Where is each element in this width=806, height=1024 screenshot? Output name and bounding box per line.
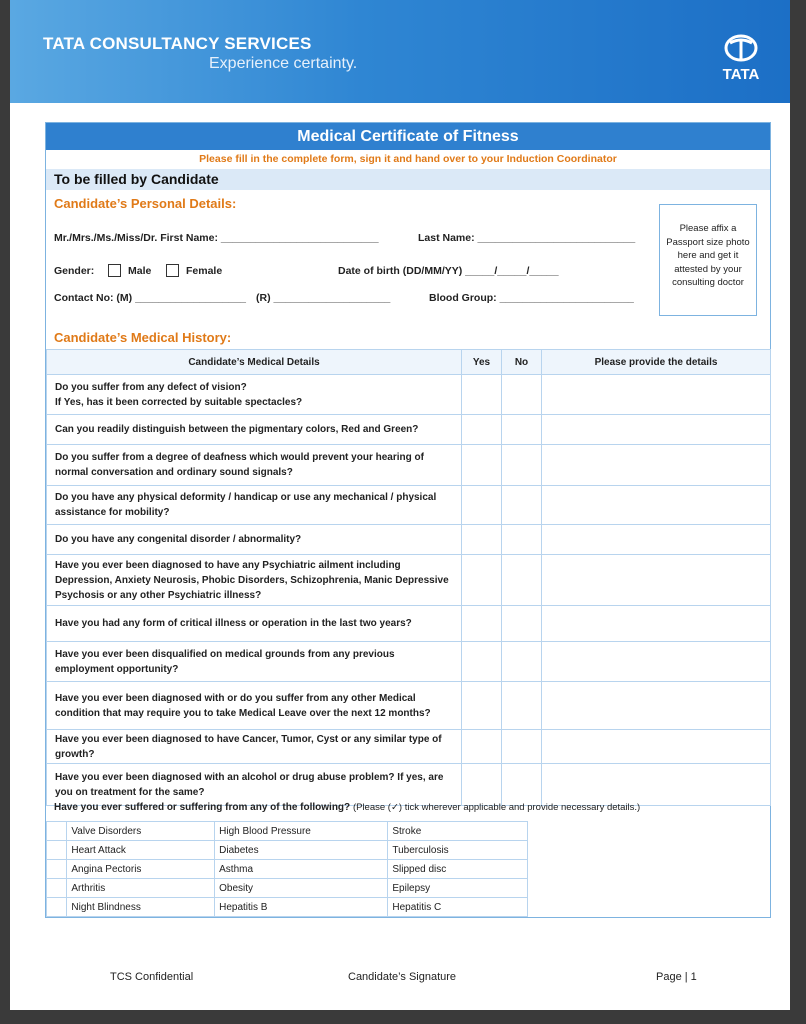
details-cell[interactable]: [542, 525, 771, 555]
details-cell[interactable]: [542, 445, 771, 486]
no-cell[interactable]: [502, 682, 542, 730]
condition-item[interactable]: Tuberculosis: [388, 841, 528, 860]
condition-item[interactable]: Heart Attack: [67, 841, 215, 860]
header-details: Candidate’s Medical Details: [47, 350, 462, 375]
company-tagline: Experience certainty.: [209, 55, 358, 72]
gender-label: Gender:: [54, 265, 95, 277]
tick-cell[interactable]: [47, 860, 67, 879]
table-row: [47, 642, 771, 682]
details-cell[interactable]: [542, 555, 771, 606]
first-name-field[interactable]: Mr./Mrs./Ms./Miss/Dr. First Name: ___________________________: [54, 232, 379, 244]
table-row: [47, 486, 771, 525]
details-cell[interactable]: [542, 682, 771, 730]
dob-field[interactable]: Date of birth (DD/MM/YY) _____/_____/_____: [338, 265, 559, 277]
condition-item[interactable]: Slipped disc: [388, 860, 528, 879]
header-provide-details: Please provide the details: [542, 350, 771, 375]
form-title: Medical Certificate of Fitness: [46, 123, 770, 150]
header-no: No: [502, 350, 542, 375]
details-cell[interactable]: [542, 606, 771, 642]
no-cell[interactable]: [502, 445, 542, 486]
question-text: Have you ever been disqualified on medical grounds from any previous employment opportunity?: [47, 642, 462, 682]
condition-item[interactable]: Valve Disorders: [67, 822, 215, 841]
footer-confidential: TCS Confidential: [110, 971, 194, 983]
condition-item[interactable]: Hepatitis B: [215, 898, 388, 917]
conditions-row: [47, 860, 528, 879]
table-row: [47, 764, 771, 806]
contact-residence-field[interactable]: (R) ____________________: [256, 292, 391, 304]
no-cell[interactable]: [502, 555, 542, 606]
tata-logo-icon: [712, 33, 770, 83]
no-cell[interactable]: [502, 642, 542, 682]
contact-mobile-field[interactable]: Contact No: (M) ___________________: [54, 292, 247, 304]
header-banner: [10, 0, 790, 103]
table-row: [47, 555, 771, 606]
condition-item[interactable]: Obesity: [215, 879, 388, 898]
table-row: [47, 375, 771, 415]
header-yes: Yes: [462, 350, 502, 375]
condition-item[interactable]: Asthma: [215, 860, 388, 879]
footer-signature: Candidate’s Signature: [348, 971, 457, 983]
male-checkbox[interactable]: [108, 264, 121, 277]
table-row: [47, 606, 771, 642]
yes-cell[interactable]: [462, 764, 502, 806]
question-text: Have you had any form of critical illness or operation in the last two years?: [47, 606, 462, 642]
condition-item[interactable]: Angina Pectoris: [67, 860, 215, 879]
medical-form: [45, 122, 771, 918]
details-cell[interactable]: [542, 486, 771, 525]
condition-item[interactable]: Arthritis: [67, 879, 215, 898]
no-cell[interactable]: [502, 606, 542, 642]
question-text: Can you readily distinguish between the pigmentary colors, Red and Green?: [47, 415, 462, 445]
footer-page-number: Page | 1: [656, 971, 697, 983]
section-heading: To be filled by Candidate: [46, 169, 770, 190]
yes-cell[interactable]: [462, 445, 502, 486]
details-cell[interactable]: [542, 375, 771, 415]
conditions-row: [47, 879, 528, 898]
no-cell[interactable]: [502, 375, 542, 415]
yes-cell[interactable]: [462, 525, 502, 555]
tick-cell[interactable]: [47, 822, 67, 841]
tick-cell[interactable]: [47, 841, 67, 860]
yes-cell[interactable]: [462, 486, 502, 525]
yes-cell[interactable]: [462, 642, 502, 682]
question-text: Do you suffer from a degree of deafness which would prevent your hearing of normal conversation and ordinary sound signals?: [47, 445, 462, 486]
form-instruction: Please fill in the complete form, sign it and hand over to your Induction Coordinator: [199, 153, 617, 165]
blood-group-field[interactable]: Blood Group: _______________________: [429, 292, 634, 304]
no-cell[interactable]: [502, 525, 542, 555]
table-row: [47, 730, 771, 764]
conditions-question: [54, 802, 640, 813]
photo-box: Please affix a Passport size photo here and get it attested by your consulting doctor: [659, 204, 757, 316]
conditions-row: [47, 898, 528, 917]
table-row: [47, 525, 771, 555]
condition-item[interactable]: Hepatitis C: [388, 898, 528, 917]
yes-cell[interactable]: [462, 375, 502, 415]
question-text: Have you ever been diagnosed with or do you suffer from any other Medical condition that may require you to take Medical Leave over the next 12 months?: [47, 682, 462, 730]
table-header-row: [47, 350, 771, 375]
last-name-field[interactable]: Last Name: ___________________________: [418, 232, 636, 244]
condition-item[interactable]: Diabetes: [215, 841, 388, 860]
medical-history-heading: Candidate’s Medical History:: [54, 330, 232, 345]
question-text: Do you have any congenital disorder / abnormality?: [47, 525, 462, 555]
question-text: Have you ever been diagnosed to have Cancer, Tumor, Cyst or any similar type of growth?: [47, 730, 462, 764]
question-text: Do you have any physical deformity / handicap or use any mechanical / physical assistance for mobility?: [47, 486, 462, 525]
conditions-row: [47, 841, 528, 860]
female-label: Female: [186, 265, 223, 277]
question-text: Have you ever been diagnosed with an alcohol or drug abuse problem? If yes, are you on treatment for the same?: [47, 764, 462, 806]
document-page: [10, 0, 790, 1010]
condition-item[interactable]: Stroke: [388, 822, 528, 841]
details-cell[interactable]: [542, 415, 771, 445]
table-row: [47, 415, 771, 445]
company-name: TATA CONSULTANCY SERVICES: [43, 34, 312, 53]
yes-cell[interactable]: [462, 606, 502, 642]
condition-item[interactable]: Night Blindness: [67, 898, 215, 917]
details-cell[interactable]: [542, 642, 771, 682]
conditions-table: [46, 821, 528, 917]
medical-history-table: [46, 349, 771, 806]
personal-details-heading: Candidate’s Personal Details:: [54, 196, 237, 211]
condition-item[interactable]: High Blood Pressure: [215, 822, 388, 841]
tick-cell[interactable]: [47, 898, 67, 917]
conditions-question-text: Have you ever suffered or suffering from any of the following?: [54, 802, 351, 813]
conditions-note: (Please (✓) tick wherever applicable and provide necessary details.): [352, 802, 641, 813]
question-text: Do you suffer from any defect of vision? If Yes, has it been corrected by suitable spectacles?: [47, 375, 462, 415]
yes-cell[interactable]: [462, 682, 502, 730]
question-text: Have you ever been diagnosed to have any Psychiatric ailment including Depression, Anxiety Neurosis, Phobic Disorders, Schizophrenia, Manic Depressive Psychosis or any other Psychiatric illness?: [47, 555, 462, 606]
yes-cell[interactable]: [462, 415, 502, 445]
table-row: [47, 445, 771, 486]
condition-item[interactable]: Epilepsy: [388, 879, 528, 898]
no-cell[interactable]: [502, 764, 542, 806]
table-row: [47, 682, 771, 730]
yes-cell[interactable]: [462, 730, 502, 764]
male-label: Male: [128, 265, 152, 277]
details-cell[interactable]: [542, 764, 771, 806]
logo-wordmark: TATA: [722, 66, 760, 83]
tick-cell[interactable]: [47, 879, 67, 898]
no-cell[interactable]: [502, 730, 542, 764]
no-cell[interactable]: [502, 415, 542, 445]
yes-cell[interactable]: [462, 555, 502, 606]
female-checkbox[interactable]: [166, 264, 179, 277]
details-cell[interactable]: [542, 730, 771, 764]
no-cell[interactable]: [502, 486, 542, 525]
conditions-row: [47, 822, 528, 841]
